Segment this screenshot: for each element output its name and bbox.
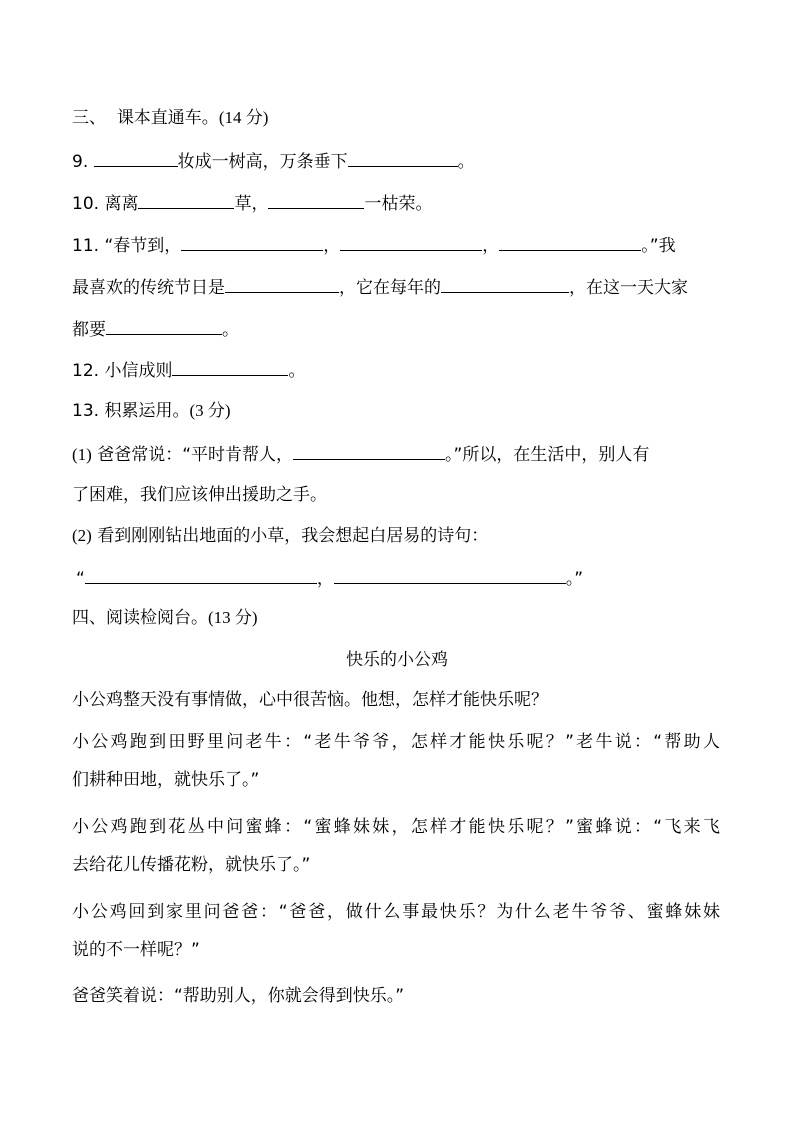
section-3-heading (72, 106, 268, 130)
question-13-1-text-b: 。”所以，在生活中，别人有 (445, 445, 650, 465)
question-9 (72, 148, 475, 174)
section-4-heading (72, 606, 258, 630)
question-11-number: 11. (72, 236, 100, 256)
question-13-2-line-1 (72, 524, 488, 548)
answer-blank[interactable] (138, 190, 234, 209)
section-3-title: 课本直通车。 (116, 108, 219, 128)
story-paragraph-2-line-1 (72, 730, 723, 754)
question-13-label: 积累运用。 (104, 401, 190, 421)
question-12-number: 12. (72, 361, 100, 381)
question-11-comma: ， (323, 236, 341, 256)
question-12-end: 。 (288, 361, 306, 381)
question-12 (72, 357, 305, 383)
answer-blank[interactable] (348, 148, 458, 167)
story-paragraph-2-text: 小公鸡跑到田野里问老牛：“老牛爷爷，怎样才能快乐呢？”老牛说：“帮助人 (72, 732, 723, 752)
question-10-text-c: 一枯荣。 (364, 194, 433, 214)
section-4-score: (13 分) (208, 608, 258, 627)
question-11-text-a: 最喜欢的传统节日是 (72, 278, 225, 298)
answer-blank[interactable] (106, 316, 222, 335)
question-11-text-c: ，在这一天大家 (569, 278, 688, 298)
story-paragraph-4-line-2: 说的不一样呢？” (72, 940, 200, 960)
answer-blank[interactable] (441, 274, 569, 293)
section-3-number: 三、 (72, 108, 106, 128)
answer-blank[interactable] (499, 232, 641, 251)
story-title: 快乐的小公鸡 (346, 650, 448, 670)
answer-blank[interactable] (268, 190, 364, 209)
question-11-text-b: ，它在每年的 (339, 278, 441, 298)
answer-blank[interactable] (225, 274, 339, 293)
question-13-2-text: 看到刚刚钻出地面的小草，我会想起白居易的诗句： (97, 526, 489, 546)
question-13-2-comma: ， (316, 569, 334, 589)
story-paragraph-5: 爸爸笑着说：“帮助别人，你就会得到快乐。” (72, 986, 405, 1006)
question-13-1-number: (1) (72, 445, 92, 464)
question-10-text-b: 草， (234, 194, 269, 214)
question-13 (72, 399, 231, 423)
question-11-quote-start: “春节到， (104, 236, 182, 256)
section-3-score: (14 分) (218, 108, 269, 127)
answer-blank[interactable] (293, 441, 445, 460)
question-11-line-2 (72, 274, 688, 300)
question-11-text-d: 都要 (72, 320, 106, 340)
question-9-end: 。 (457, 152, 475, 172)
story-paragraph-4-text: 小公鸡回到家里问爸爸：“爸爸，做什么事最快乐？为什么老牛爷爷、蜜蜂妹妹 (72, 902, 722, 922)
question-10-number: 10. (72, 194, 100, 214)
story-paragraph-1: 小公鸡整天没有事情做，心中很苦恼。他想，怎样才能快乐呢？ (72, 690, 548, 710)
question-13-2-line-2 (76, 565, 583, 591)
question-10-text-a: 离离 (104, 194, 139, 214)
answer-blank[interactable] (334, 565, 566, 584)
answer-blank[interactable] (181, 232, 323, 251)
story-paragraph-2-line-2: 们耕种田地，就快乐了。” (72, 770, 260, 790)
question-13-2-close-quote: 。” (565, 569, 584, 589)
question-11-end: 。 (222, 320, 239, 340)
answer-blank[interactable] (94, 148, 178, 167)
question-11-comma: ， (482, 236, 500, 256)
answer-blank[interactable] (85, 565, 317, 584)
question-13-number: 13. (72, 401, 100, 421)
story-paragraph-4-line-1 (72, 900, 720, 924)
question-13-1-line-1 (72, 441, 649, 467)
question-13-2-number: (2) (72, 526, 92, 545)
question-13-1-line-2 (72, 483, 327, 507)
question-11-line-1 (72, 232, 676, 258)
question-9-number: 9. (72, 152, 89, 172)
question-13-1-text-a: 爸爸常说：“平时肯帮人， (97, 445, 294, 465)
question-13-score: (3 分) (189, 401, 231, 420)
story-paragraph-3-line-1 (72, 815, 723, 839)
answer-blank[interactable] (172, 357, 288, 376)
question-9-text: 妆成一树高，万条垂下 (177, 152, 348, 172)
question-10 (72, 190, 432, 216)
section-4-title: 四、阅读检阅台。 (72, 608, 208, 628)
answer-blank[interactable] (340, 232, 482, 251)
question-13-2-open-quote: “ (76, 569, 85, 589)
question-13-1-text-c: 了困难，我们应该伸出援助之手。 (72, 485, 327, 505)
story-paragraph-3-line-2: 去给花儿传播花粉，就快乐了。” (72, 855, 311, 875)
question-12-text: 小信成则 (104, 361, 173, 381)
question-11-line-3 (72, 316, 239, 342)
question-11-quote-end: 。”我 (641, 236, 676, 256)
story-paragraph-3-text: 小公鸡跑到花丛中问蜜蜂：“蜜蜂妹妹，怎样才能快乐呢？”蜜蜂说：“飞来飞 (72, 817, 723, 837)
